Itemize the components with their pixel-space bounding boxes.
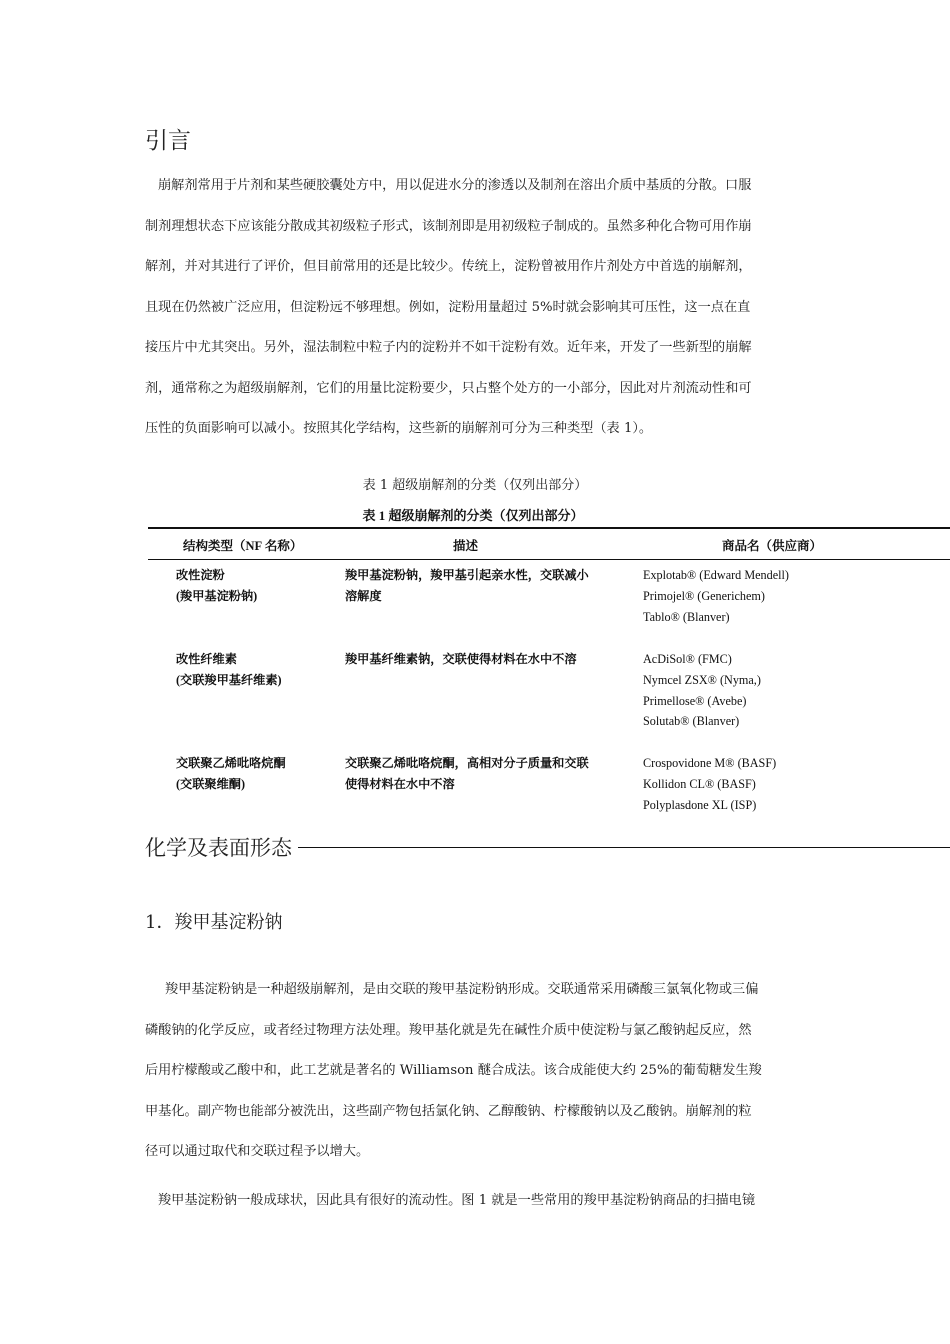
table-image xyxy=(148,503,950,851)
table-row-desc: 羧甲基淀粉钠，羧甲基引起亲水性，交联减小溶解度 xyxy=(345,568,589,603)
section-line: 磷酸钠的化学反应，或者经过物理方法处理。羧甲基化就是先在碱性介质中使淀粉与氯乙酸钠起反应，然 xyxy=(145,1022,752,1038)
table-header-desc: 描述 xyxy=(453,539,479,553)
sub-heading: 1．羧甲基淀粉钠 xyxy=(145,912,283,933)
table-row-brands: Explotab® (Edward Mendell) Primojel® (Generichem) Tablo® (Blanver) xyxy=(643,568,789,624)
table-caption: 表 1 超级崩解剂的分类（仅列出部分） xyxy=(362,478,588,493)
section-line: 径可以通过取代和交联过程予以增大。 xyxy=(145,1144,370,1159)
table-row-desc: 羧甲基纤维素钠，交联使得材料在水中不溶 xyxy=(345,652,577,666)
table-bottom-rule xyxy=(298,847,950,848)
section-line: 羧甲基淀粉钠是一种超级崩解剂，是由交联的羧甲基淀粉钠形成。交联通常采用磷酸三氯氧化物或三偏 xyxy=(165,982,759,997)
table-header-rule xyxy=(148,559,950,560)
section-line: 羧甲基淀粉钠一般成球状，因此具有很好的流动性。图 1 就是一些常用的羧甲基淀粉钠商品的扫描电镜 xyxy=(158,1193,756,1208)
section-paragraph-1 xyxy=(145,970,810,1173)
table-header-type: 结构类型（NF 名称） xyxy=(183,539,303,553)
intro-line: 接压片中尤其突出。另外，湿法制粒中粒子内的淀粉并不如干淀粉有效。近年来，开发了一些新型的崩解 xyxy=(145,340,752,355)
intro-line: 解剂，并对其进行了评价，但目前常用的还是比较少。传统上，淀粉曾被用作片剂处方中首选的崩解剂， xyxy=(145,259,752,274)
table-row-brands: Crospovidone M® (BASF) Kollidon CL® (BASF) Polyplasdone XL (ISP) xyxy=(643,756,777,812)
table-row-type: 改性淀粉 (羧甲基淀粉钠) xyxy=(176,568,258,603)
section-paragraph-2 xyxy=(145,1181,810,1222)
intro-line: 且现在仍然被广泛应用，但淀粉远不够理想。例如，淀粉用量超过 5%时就会影响其可压性，这一点在直 xyxy=(145,299,751,315)
table-row-brands: AcDiSol® (FMC) Nymcel ZSX® (Nyma,) Primellose® (Avebe) Solutab® (Blanver) xyxy=(643,652,761,729)
table-row-desc: 交联聚乙烯吡咯烷酮，高相对分子质量和交联使得材料在水中不溶 xyxy=(345,756,589,791)
section-line: 甲基化。副产物也能部分被洗出，这些副产物包括氯化钠、乙醇酸钠、柠檬酸钠以及乙酸钠。崩解剂的粒 xyxy=(145,1103,752,1119)
table-top-rule xyxy=(148,527,950,529)
intro-line: 剂，通常称之为超级崩解剂，它们的用量比淀粉要少，只占整个处方的一小部分，因此对片剂流动性和可 xyxy=(145,380,752,396)
intro-paragraph xyxy=(145,166,810,450)
section-line: 后用柠檬酸或乙酸中和，此工艺就是著名的 Williamson 醚合成法。该合成能使大约 25%的葡萄糖发生羧 xyxy=(145,1063,762,1078)
table-header-brand: 商品名（供应商） xyxy=(722,539,823,553)
intro-heading: 引言 xyxy=(145,128,191,154)
table-row-type: 交联聚乙烯吡咯烷酮 (交联聚维酮) xyxy=(176,756,286,791)
intro-line: 制剂理想状态下应该能分散成其初级粒子形式，该制剂即是用初级粒子制成的。虽然多种化合物可用作崩 xyxy=(145,218,752,234)
intro-line: 压性的负面影响可以减小。按照其化学结构，这些新的崩解剂可分为三种类型（表 1）。 xyxy=(145,421,653,436)
intro-line: 崩解剂常用于片剂和某些硬胶囊处方中，用以促进水分的渗透以及制剂在溶出介质中基质的分散。口服 xyxy=(158,178,752,193)
table-image-title: 表 1 超级崩解剂的分类（仅列出部分） xyxy=(362,508,584,523)
section-heading: 化学及表面形态 xyxy=(145,836,292,860)
table-row-type: 改性纤维素 (交联羧甲基纤维素) xyxy=(176,652,282,687)
